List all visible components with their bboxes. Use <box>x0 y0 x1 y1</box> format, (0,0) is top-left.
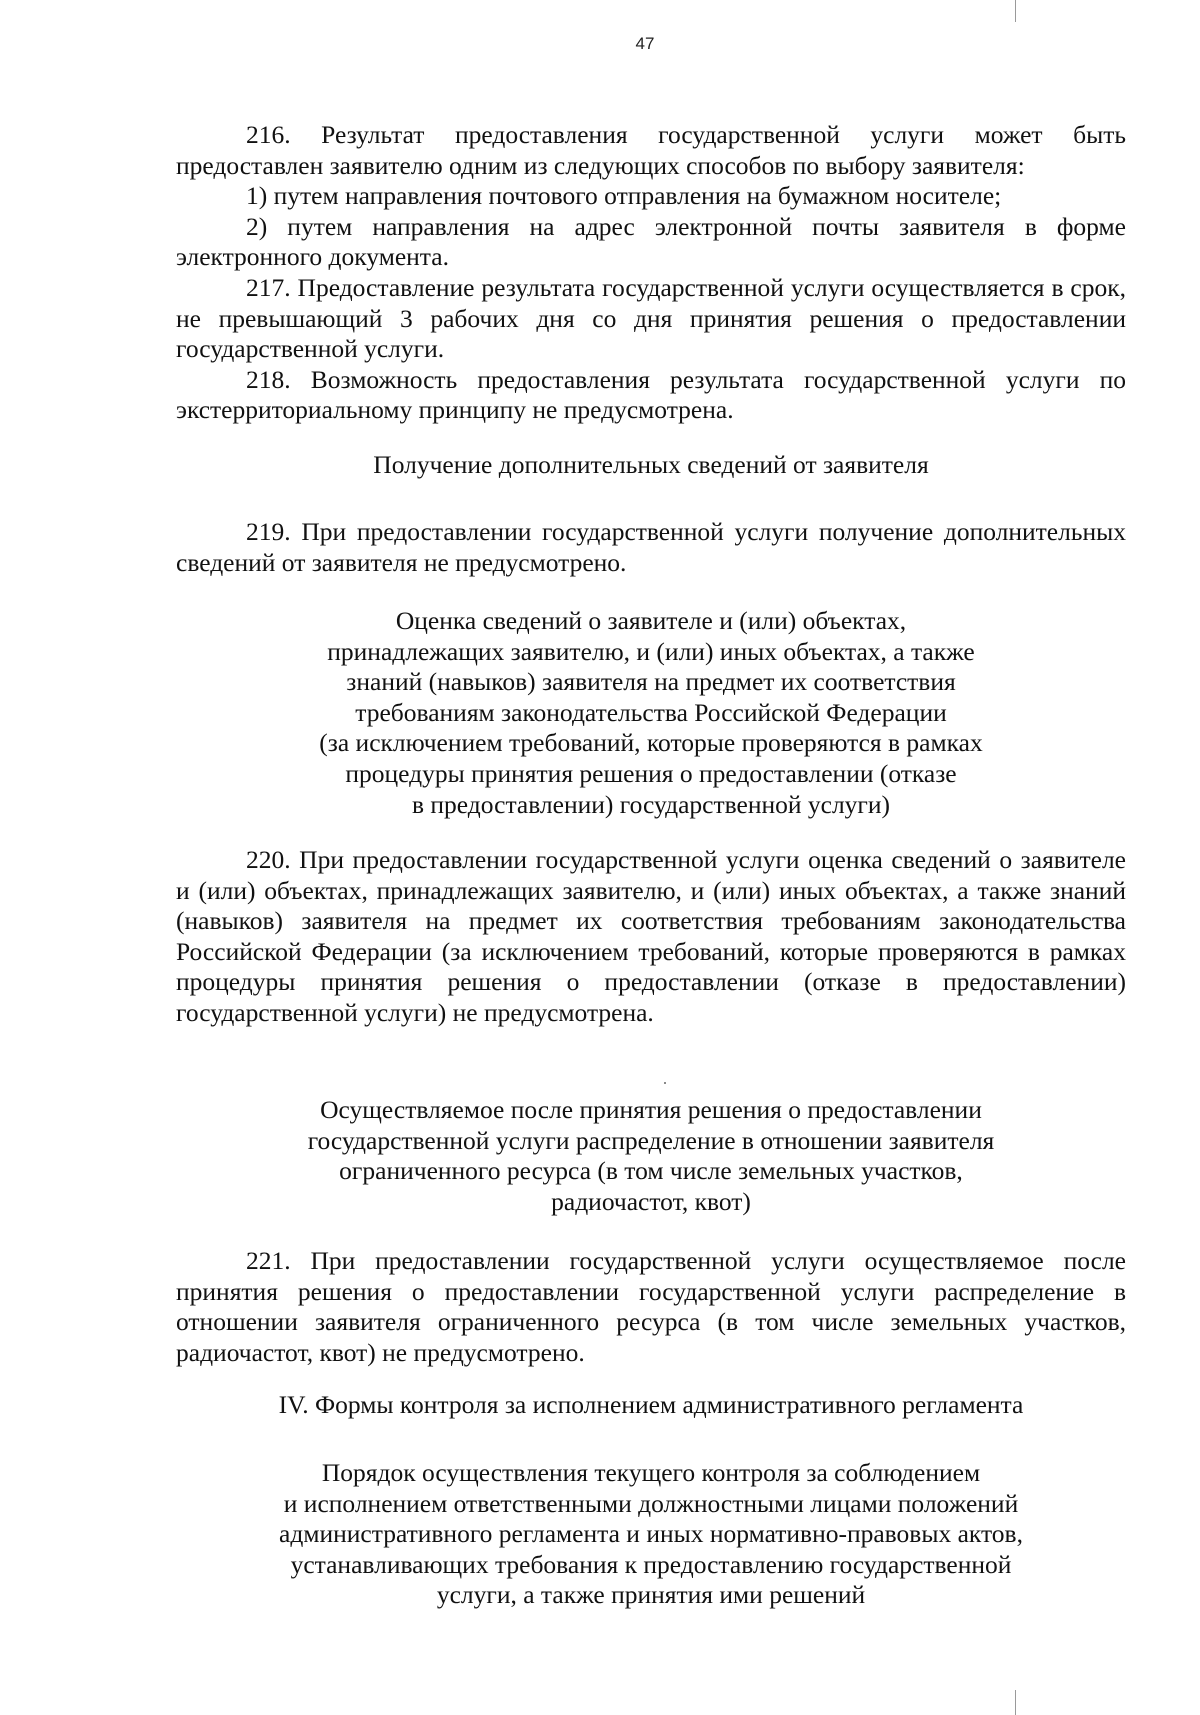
paragraphs-216-218 <box>176 120 1126 426</box>
heading-assessment <box>176 606 1126 820</box>
paragraph-219: 219. При предоставлении государственной услуги получение дополнительных сведений от заявителя не предусмотрено. <box>176 517 1126 577</box>
heading-resource <box>176 1095 1126 1217</box>
heading-line: требованиям законодательства Российской Федерации <box>355 697 947 727</box>
paragraph-216-item-2: 2) путем направления на адрес электронной почты заявителя в форме электронного документа. <box>176 211 1126 272</box>
section-heading: Получение дополнительных сведений от заявителя <box>373 450 929 479</box>
paragraph-220: 220. При предоставлении государственной услуги оценка сведений о заявителе и (или) объектах, принадлежащих заявителю, и (или) иных объектах, а также знаний (навыков) заявителя на предмет их соответствия требованиям законодательства Российской Федерации (за исключением требований, которые проверяются в рамках процедуры принятия решения о предоставлении (отказе в предоставлении) государственной услуги) не предусмотрена. <box>176 845 1126 1027</box>
heading-line: и исполнением ответственными должностными лицами положений <box>283 1488 1019 1518</box>
heading-line: процедуры принятия решения о предоставлении (отказе <box>345 758 957 788</box>
scan-artifact-line <box>1015 1690 1016 1715</box>
heading-line: знаний (навыков) заявителя на предмет их соответствия <box>346 667 956 697</box>
paragraph-221-block <box>176 1246 1126 1368</box>
heading-line: устанавливающих требования к предоставлению государственной <box>290 1549 1012 1579</box>
heading-current-control <box>176 1458 1126 1611</box>
heading-line: ограниченного ресурса (в том числе земельных участков, <box>339 1156 963 1186</box>
heading-line: Осуществляемое после принятия решения о предоставлении <box>320 1095 982 1124</box>
heading-line: принадлежащих заявителю, и (или) иных объектах, а также <box>327 636 975 666</box>
paragraph-220-block <box>176 845 1126 1029</box>
heading-line: Оценка сведений о заявителе и (или) объектах, <box>395 606 907 635</box>
heading-section-iv <box>176 1390 1126 1421</box>
heading-line: в предоставлении) государственной услуги) <box>411 789 891 819</box>
heading-line: государственной услуги распределение в отношении заявителя <box>307 1125 995 1155</box>
scan-artifact-line <box>1015 0 1016 22</box>
paragraph-218: 218. Возможность предоставления результата государственной услуги по экстерриториальному принципу не предусмотрена. <box>176 364 1126 425</box>
heading-line: административного регламента и иных нормативно-правовых актов, <box>279 1519 1023 1549</box>
heading-line: Порядок осуществления текущего контроля за соблюдением <box>321 1458 981 1487</box>
heading-additional-info <box>176 450 1126 481</box>
section-heading: IV. Формы контроля за исполнением административного регламента <box>278 1390 1024 1419</box>
heading-line: радиочастот, квот) <box>551 1186 751 1216</box>
paragraph-221: 221. При предоставлении государственной услуги осуществляемое после принятия решения о предоставлении государственной услуги распределение в отношении заявителя ограниченного ресурса (в том числе земельных участков, радиочастот, квот) не предусмотрено. <box>176 1246 1126 1367</box>
paragraph-216-item-1: 1) путем направления почтового отправления на бумажном носителе; <box>246 181 1002 211</box>
page-number: 47 <box>635 34 655 53</box>
paragraph-216: 216. Результат предоставления государственной услуги может быть предоставлен заявителю одним из следующих способов по выбору заявителя: <box>176 120 1126 180</box>
heading-line: услуги, а также принятия ими решений <box>436 1580 866 1610</box>
paragraph-219-block <box>176 517 1126 578</box>
paragraph-217: 217. Предоставление результата государственной услуги осуществляется в срок, не превышающий 3 рабочих дня со дня принятия решения о предоставлении государственной услуги. <box>176 272 1126 364</box>
heading-line: (за исключением требований, которые проверяются в рамках <box>319 728 983 758</box>
scan-artifact-dot <box>664 1082 666 1084</box>
